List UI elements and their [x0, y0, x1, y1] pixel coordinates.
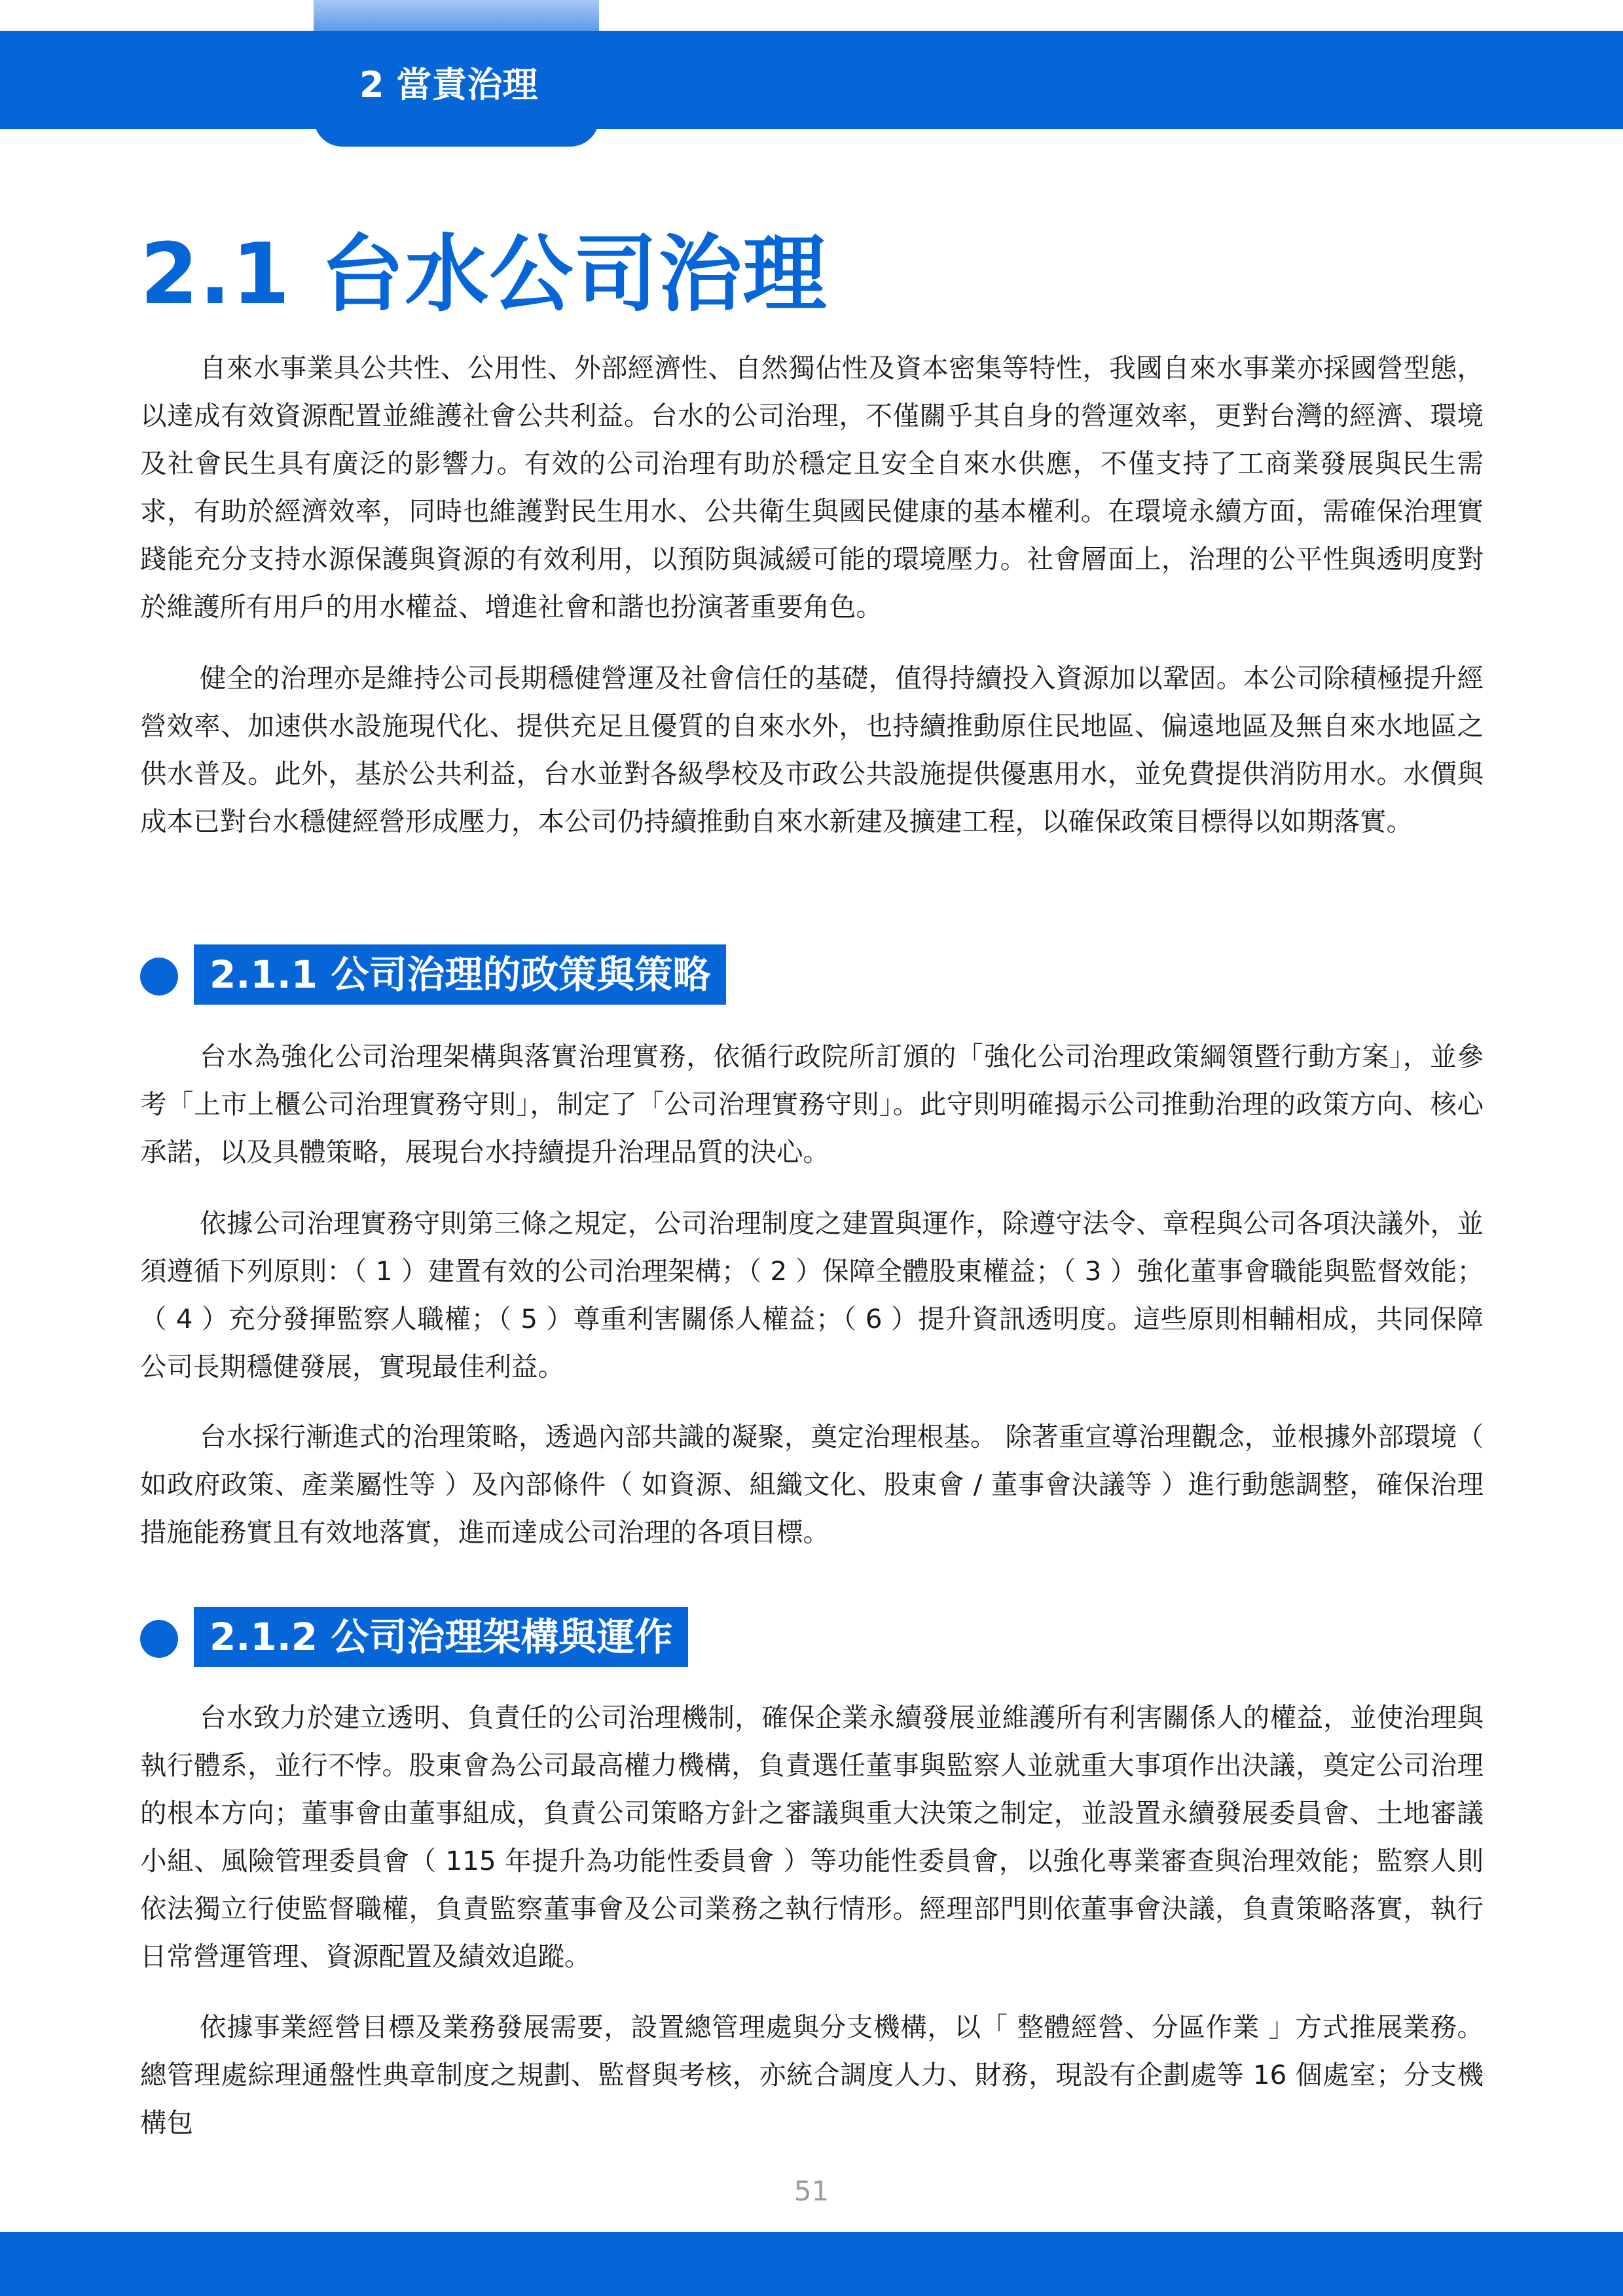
chapter-label: 2 當責治理	[359, 64, 538, 105]
body-paragraph: 依據公司治理實務守則第三條之規定，公司治理制度之建置與運作，除遵守法令、章程與公司各項決議外，並須遵循下列原則：（ 1 ）建置有效的公司治理架構；（ 2 ）保障全體股東權益；（ 3 ）強化董事會職能與監督效能；（ 4 ）充分發揮監察人職權；（ 5 ）尊重利害關係人權益；（ 6 ）提升資訊透明度。這些原則相輔相成，共同保障公司長期穩健發展，實現最佳利益。	[140, 1208, 1484, 1382]
bullet-dot-icon	[140, 958, 178, 996]
subsection-heading-text: 2.1.2 公司治理架構與運作	[194, 1607, 688, 1667]
body-paragraph: 台水為強化公司治理架構與落實治理實務，依循行政院所訂頒的「強化公司治理政策綱領暨行動方案」，並參考「上市上櫃公司治理實務守則」，制定了「公司治理實務守則」。此守則明確揭示公司推動治理的政策方向、核心承諾，以及具體策略，展現台水持續提升治理品質的決心。	[140, 1041, 1484, 1168]
page-number: 51	[793, 2175, 830, 2207]
chapter-tab-highlight	[314, 0, 599, 31]
bullet-dot-icon	[140, 1620, 178, 1658]
body-paragraph: 台水致力於建立透明、負責任的公司治理機制，確保企業永續發展並維護所有利害關係人的權益，並使治理與執行體系，並行不悖。股東會為公司最高權力機構，負責選任董事與監察人並就重大事項作出決議，奠定公司治理的根本方向；董事會由董事組成，負責公司策略方針之審議與重大決策之制定，並設置永續發展委員會、土地審議小組、風險管理委員會（ 115 年提升為功能性委員會 ）等功能性委員會，以強化專業審查與治理效能；監察人則依法獨立行使監督職權，負責監察董事會及公司業務之執行情形。經理部門則依董事會決議，負責策略落實，執行日常營運管理、資源配置及績效追蹤。	[140, 1702, 1484, 1972]
body-paragraph: 台水採行漸進式的治理策略，透過內部共識的凝聚，奠定治理根基。 除著重宣導治理觀念，並根據外部環境（ 如政府政策、產業屬性等 ）及內部條件（ 如資源、組織文化、股東會 / 董事會決議等 ）進行動態調整，確保治理措施能務實且有效地落實，進而達成公司治理的各項目標。	[140, 1421, 1484, 1548]
body-paragraph: 依據事業經營目標及業務發展需要，設置總管理處與分支機構，以「 整體經營、分區作業 」方式推展業務。總管理處綜理通盤性典章制度之規劃、監督與考核，亦統合調度人力、財務，現設有企劃處等 16 個處室；分支機構包	[140, 2011, 1484, 2138]
header-bar	[0, 31, 1623, 129]
footer-bar	[0, 2232, 1623, 2296]
subsection-heading-text: 2.1.1 公司治理的政策與策略	[194, 944, 726, 1005]
section-title: 2.1 台水公司治理	[140, 226, 828, 323]
body-paragraph: 自來水事業具公共性、公用性、外部經濟性、自然獨佔性及資本密集等特性，我國自來水事業亦採國營型態，以達成有效資源配置並維護社會公共利益。台水的公司治理，不僅關乎其自身的營運效率，更對台灣的經濟、環境及社會民生具有廣泛的影響力。有效的公司治理有助於穩定且安全自來水供應，不僅支持了工商業發展與民生需求，有助於經濟效率，同時也維護對民生用水、公共衛生與國民健康的基本權利。在環境永續方面，需確保治理實踐能充分支持水源保護與資源的有效利用，以預防與減緩可能的環境壓力。社會層面上，治理的公平性與透明度對於維護所有用戶的用水權益、增進社會和諧也扮演著重要角色。	[140, 352, 1484, 622]
body-paragraph: 健全的治理亦是維持公司長期穩健營運及社會信任的基礎，值得持續投入資源加以鞏固。本公司除積極提升經營效率、加速供水設施現代化、提供充足且優質的自來水外，也持續推動原住民地區、偏遠地區及無自來水地區之供水普及。此外，基於公共利益，台水並對各級學校及市政公共設施提供優惠用水，並免費提供消防用水。水價與成本已對台水穩健經營形成壓力，本公司仍持續推動自來水新建及擴建工程，以確保政策目標得以如期落實。	[140, 662, 1484, 837]
